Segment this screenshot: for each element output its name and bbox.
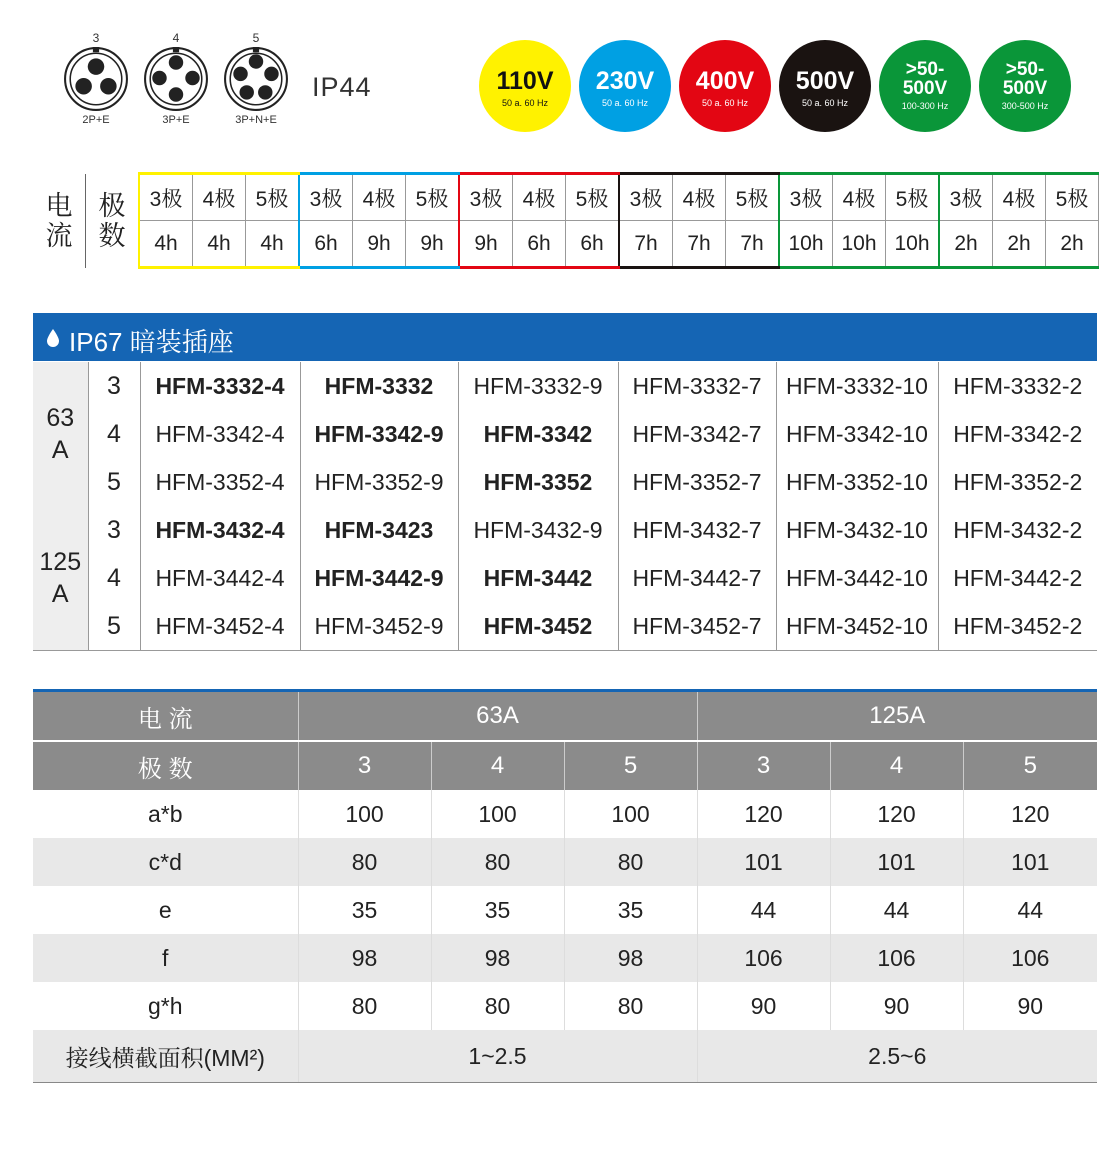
model-number-cell: HFM-3442-2 — [938, 554, 1097, 602]
pole-count-cell: 3极 — [619, 174, 673, 221]
pole-count-cell: 3极 — [139, 174, 193, 221]
pole-cell: 3 — [88, 506, 140, 554]
socket-pin-count: 5 — [252, 31, 260, 45]
pole-count-cell: 4极 — [833, 174, 886, 221]
hours-cell: 2h — [1046, 221, 1099, 268]
dimension-label: a*b — [147, 800, 183, 827]
dimension-value: 120 — [830, 790, 963, 838]
voltage-range — [979, 60, 1071, 98]
hours-cell: 2h — [939, 221, 993, 268]
model-number-cell: HFM-3332-9 — [458, 362, 618, 410]
socket-3-pin — [56, 30, 136, 126]
socket-4-pin-icon — [143, 46, 209, 112]
ip67-section-header — [33, 313, 1097, 361]
model-number-cell: HFM-3452-10 — [776, 602, 938, 651]
hours-cell: 4h — [193, 221, 246, 268]
pole-count-cell: 3极 — [779, 174, 833, 221]
ip-rating-label: IP44 — [312, 72, 372, 102]
model-number-cell: HFM-3432-2 — [938, 506, 1097, 554]
pole-count-cell: 5极 — [726, 174, 780, 221]
socket-5-pin-icon — [223, 46, 289, 112]
model-number-cell: HFM-3452-9 — [300, 602, 458, 651]
voltage-badge — [879, 40, 971, 132]
dims-pole-header: 3 — [697, 741, 830, 790]
dimension-value: 106 — [830, 934, 963, 982]
model-number-cell: HFM-3352-2 — [938, 458, 1097, 506]
dimension-value: 80 — [298, 838, 431, 886]
hours-cell: 10h — [833, 221, 886, 268]
dimension-value: 106 — [697, 934, 830, 982]
hours-cell: 4h — [246, 221, 300, 268]
dimension-value: 44 — [963, 886, 1097, 934]
pole-cell: 5 — [88, 602, 140, 651]
dimension-value: 100 — [564, 790, 697, 838]
pole-count-cell: 4极 — [193, 174, 246, 221]
hours-cell: 6h — [513, 221, 566, 268]
dimension-value: 44 — [697, 886, 830, 934]
frequency-label: 300-500 Hz — [1001, 101, 1049, 111]
dimension-value: 101 — [963, 838, 1097, 886]
model-number-cell: HFM-3342-7 — [618, 410, 776, 458]
dimension-value: 106 — [963, 934, 1097, 982]
model-number-cell: HFM-3432-4 — [140, 506, 300, 554]
socket-pin-count: 3 — [92, 31, 100, 45]
model-number-cell: HFM-3423 — [300, 506, 458, 554]
model-row — [33, 602, 1097, 651]
voltage-value: 230V — [595, 67, 655, 95]
dimension-label: g*h — [147, 992, 183, 1019]
dimension-row — [33, 790, 1097, 838]
model-number-cell: HFM-3352-4 — [140, 458, 300, 506]
dimension-value: 35 — [431, 886, 564, 934]
dimension-row — [33, 838, 1097, 886]
dimension-value: 80 — [564, 982, 697, 1030]
dimension-value: 98 — [564, 934, 697, 982]
hours-cell: 9h — [406, 221, 460, 268]
dimension-value: 90 — [963, 982, 1097, 1030]
voltage-value: 400V — [695, 67, 755, 95]
frequency-label: 50 a. 60 Hz — [501, 98, 549, 108]
frequency-label: 100-300 Hz — [901, 101, 949, 111]
voltage-badge — [679, 40, 771, 132]
hours-cell: 6h — [299, 221, 353, 268]
model-row — [33, 362, 1097, 410]
model-number-cell: HFM-3442-7 — [618, 554, 776, 602]
frequency-label: 50 a. 60 Hz — [701, 98, 749, 108]
dimension-value: 35 — [298, 886, 431, 934]
dims-poles-label: 极 数 — [33, 741, 298, 790]
hours-cell: 9h — [459, 221, 513, 268]
model-row — [33, 506, 1097, 554]
hours-cell: 9h — [353, 221, 406, 268]
hours-cell: 10h — [779, 221, 833, 268]
dimension-value: 80 — [431, 982, 564, 1030]
pole-count-cell: 5极 — [406, 174, 460, 221]
voltage-value: 500V — [795, 67, 855, 95]
model-number-cell: HFM-3332-4 — [140, 362, 300, 410]
dimension-label: f — [33, 934, 298, 982]
current-header: 电 流 — [33, 174, 86, 268]
dimension-row — [33, 934, 1097, 982]
dimension-value: 120 — [697, 790, 830, 838]
wire-section-row — [33, 1030, 1097, 1083]
dims-pole-header: 3 — [298, 741, 431, 790]
poles-hours-table — [33, 172, 1099, 269]
socket-4-pin — [136, 30, 216, 126]
dimension-row — [33, 886, 1097, 934]
dimension-label: e — [158, 896, 172, 923]
ip67-title: IP67 暗装插座 — [69, 327, 234, 357]
model-number-cell: HFM-3442-10 — [776, 554, 938, 602]
pole-count-cell: 4极 — [353, 174, 406, 221]
dimension-value: 35 — [564, 886, 697, 934]
hours-cell: 10h — [886, 221, 940, 268]
hours-cell: 7h — [726, 221, 780, 268]
dimension-value: 44 — [830, 886, 963, 934]
wire-section-125a: 2.5~6 — [697, 1030, 1097, 1083]
dimension-value: 80 — [431, 838, 564, 886]
model-number-cell: HFM-3432-9 — [458, 506, 618, 554]
pole-count-cell: 5极 — [246, 174, 300, 221]
dims-pole-header: 4 — [431, 741, 564, 790]
dimension-label: c*d — [33, 838, 298, 886]
model-number-cell: HFM-3432-10 — [776, 506, 938, 554]
model-row — [33, 410, 1097, 458]
model-number-cell: HFM-3352-9 — [300, 458, 458, 506]
socket-pin-count: 4 — [172, 31, 180, 45]
model-number-cell: HFM-3452-7 — [618, 602, 776, 651]
model-number-cell: HFM-3352 — [458, 458, 618, 506]
hours-cell: 4h — [139, 221, 193, 268]
dimension-value: 100 — [298, 790, 431, 838]
pole-count-cell: 3极 — [299, 174, 353, 221]
dimension-value: 80 — [564, 838, 697, 886]
socket-3-pin-icon — [63, 46, 129, 112]
model-number-cell: HFM-3332 — [300, 362, 458, 410]
dimensions-table — [33, 689, 1097, 1083]
model-number-cell: HFM-3342-10 — [776, 410, 938, 458]
dimension-value: 120 — [963, 790, 1097, 838]
pole-cell: 4 — [88, 554, 140, 602]
voltage-badge — [579, 40, 671, 132]
dims-pole-header: 4 — [830, 741, 963, 790]
model-number-cell: HFM-3352-10 — [776, 458, 938, 506]
voltage-value: 110V — [496, 67, 554, 95]
pole-cell: 4 — [88, 410, 140, 458]
model-number-cell: HFM-3442 — [458, 554, 618, 602]
voltage-badge — [979, 40, 1071, 132]
dims-pole-header: 5 — [963, 741, 1097, 790]
hours-cell: 7h — [673, 221, 726, 268]
pole-count-cell: 4极 — [673, 174, 726, 221]
dimension-value: 98 — [431, 934, 564, 982]
pole-count-cell: 5极 — [566, 174, 620, 221]
socket-config-label: 3P+E — [162, 114, 190, 126]
model-number-cell: HFM-3442-9 — [300, 554, 458, 602]
dims-current-label: 电 流 — [33, 691, 298, 742]
hours-cell: 7h — [619, 221, 673, 268]
socket-5-pin — [216, 30, 296, 126]
voltage-badge — [479, 40, 571, 132]
model-number-cell: HFM-3452 — [458, 602, 618, 651]
poles-header: 极 数 — [86, 174, 140, 268]
voltage-badge — [779, 40, 871, 132]
model-number-cell: HFM-3332-10 — [776, 362, 938, 410]
voltage-range-line1: >50- — [1005, 59, 1045, 80]
socket-config-label: 2P+E — [82, 114, 110, 126]
dimension-value: 80 — [298, 982, 431, 1030]
model-number-cell: HFM-3342-9 — [300, 410, 458, 458]
model-number-cell: HFM-3342-2 — [938, 410, 1097, 458]
voltage-range — [879, 60, 971, 98]
dimension-value: 101 — [697, 838, 830, 886]
dimension-value: 90 — [697, 982, 830, 1030]
dimension-value: 100 — [431, 790, 564, 838]
pole-cell: 3 — [88, 362, 140, 410]
ip67-models-table — [33, 362, 1097, 651]
model-number-cell: HFM-3452-2 — [938, 602, 1097, 651]
pole-count-cell: 5极 — [886, 174, 940, 221]
pole-cell: 5 — [88, 458, 140, 506]
model-number-cell: HFM-3342-4 — [140, 410, 300, 458]
dims-125a-header: 125A — [697, 691, 1097, 742]
amperage-cell: 63 A — [33, 362, 88, 506]
dimension-row — [33, 982, 1097, 1030]
voltage-range-line2: 500V — [902, 78, 948, 99]
model-row — [33, 554, 1097, 602]
dimension-value: 101 — [830, 838, 963, 886]
pole-count-cell: 4极 — [993, 174, 1046, 221]
voltage-range-line1: >50- — [905, 59, 945, 80]
model-number-cell: HFM-3342 — [458, 410, 618, 458]
pole-count-cell: 4极 — [513, 174, 566, 221]
hours-cell: 2h — [993, 221, 1046, 268]
frequency-label: 50 a. 60 Hz — [801, 98, 849, 108]
model-number-cell: HFM-3352-7 — [618, 458, 776, 506]
amperage-cell: 125 A — [33, 506, 88, 651]
model-number-cell: HFM-3442-4 — [140, 554, 300, 602]
voltage-range-line2: 500V — [1002, 78, 1048, 99]
frequency-label: 50 a. 60 Hz — [601, 98, 649, 108]
hours-cell: 6h — [566, 221, 620, 268]
dimension-value: 98 — [298, 934, 431, 982]
dims-63a-header: 63A — [298, 691, 697, 742]
pole-count-cell: 5极 — [1046, 174, 1099, 221]
dims-pole-header: 5 — [564, 741, 697, 790]
model-number-cell: HFM-3332-2 — [938, 362, 1097, 410]
pole-count-cell: 3极 — [939, 174, 993, 221]
model-number-cell: HFM-3452-4 — [140, 602, 300, 651]
dimension-value: 90 — [830, 982, 963, 1030]
socket-config-label: 3P+N+E — [235, 114, 277, 126]
pole-count-cell: 3极 — [459, 174, 513, 221]
wire-section-label: 接线横截面积(MM²) — [33, 1030, 298, 1083]
water-drop-icon — [47, 329, 59, 347]
model-number-cell: HFM-3332-7 — [618, 362, 776, 410]
model-number-cell: HFM-3432-7 — [618, 506, 776, 554]
wire-section-63a: 1~2.5 — [298, 1030, 697, 1083]
model-row — [33, 458, 1097, 506]
